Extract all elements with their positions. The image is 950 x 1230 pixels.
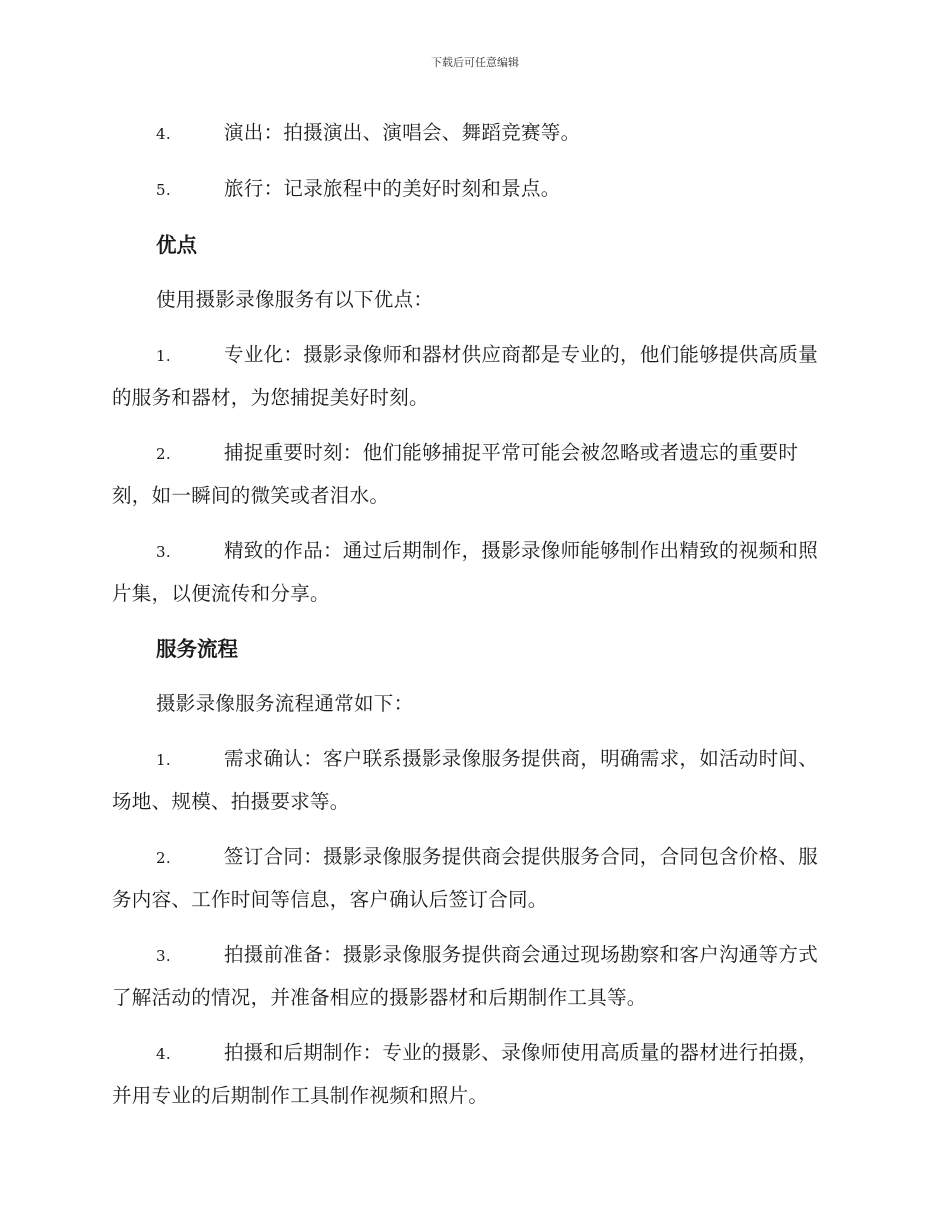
list-item bbox=[112, 738, 834, 823]
list-item bbox=[112, 168, 834, 211]
list-number: 1. bbox=[156, 751, 171, 769]
list-number: 3. bbox=[156, 947, 171, 965]
list-item bbox=[112, 432, 834, 517]
list-item bbox=[112, 530, 834, 615]
list-number: 2. bbox=[156, 445, 171, 463]
list-text: 精致的作品：通过后期制作，摄影录像师能够制作出精致的视频和照片集，以便流传和分享。 bbox=[112, 539, 819, 605]
list-text: 拍摄前准备：摄影录像服务提供商会通过现场勘察和客户沟通等方式了解活动的情况，并准备相应的摄影器材和后期制作工具等。 bbox=[112, 943, 819, 1009]
list-number: 4. bbox=[156, 125, 171, 143]
list-item bbox=[112, 836, 834, 921]
list-text: 需求确认：客户联系摄影录像服务提供商，明确需求，如活动时间、场地、规模、拍摄要求等。 bbox=[112, 747, 819, 813]
section-heading-advantages: 优点 bbox=[156, 233, 197, 257]
list-item bbox=[112, 112, 834, 155]
section-intro-advantages: 使用摄影录像服务有以下优点： bbox=[156, 288, 434, 311]
list-item bbox=[112, 934, 834, 1019]
list-text: 拍摄和后期制作：专业的摄影、录像师使用高质量的器材进行拍摄，并用专业的后期制作工具制作视频和照片。 bbox=[112, 1041, 819, 1107]
list-number: 2. bbox=[156, 849, 171, 867]
list-text: 旅行：记录旅程中的美好时刻和景点。 bbox=[224, 177, 561, 200]
list-item bbox=[112, 1032, 834, 1117]
list-item bbox=[112, 334, 834, 419]
list-number: 5. bbox=[156, 181, 171, 199]
section-heading-process: 服务流程 bbox=[156, 637, 238, 661]
list-text: 演出：拍摄演出、演唱会、舞蹈竞赛等。 bbox=[224, 121, 581, 144]
list-text: 签订合同：摄影录像服务提供商会提供服务合同，合同包含价格、服务内容、工作时间等信息，客户确认后签订合同。 bbox=[112, 845, 819, 911]
list-text: 专业化：摄影录像师和器材供应商都是专业的，他们能够提供高质量的服务和器材，为您捕捉美好时刻。 bbox=[112, 343, 819, 409]
list-number: 3. bbox=[156, 543, 171, 561]
document-body bbox=[112, 112, 834, 1130]
list-text: 捕捉重要时刻：他们能够捕捉平常可能会被忽略或者遗忘的重要时刻，如一瞬间的微笑或者泪水。 bbox=[112, 441, 799, 507]
section-intro-process: 摄影录像服务流程通常如下： bbox=[156, 692, 414, 715]
header-note: 下载后可任意编辑 bbox=[431, 56, 519, 69]
list-number: 1. bbox=[156, 347, 171, 365]
list-number: 4. bbox=[156, 1045, 171, 1063]
